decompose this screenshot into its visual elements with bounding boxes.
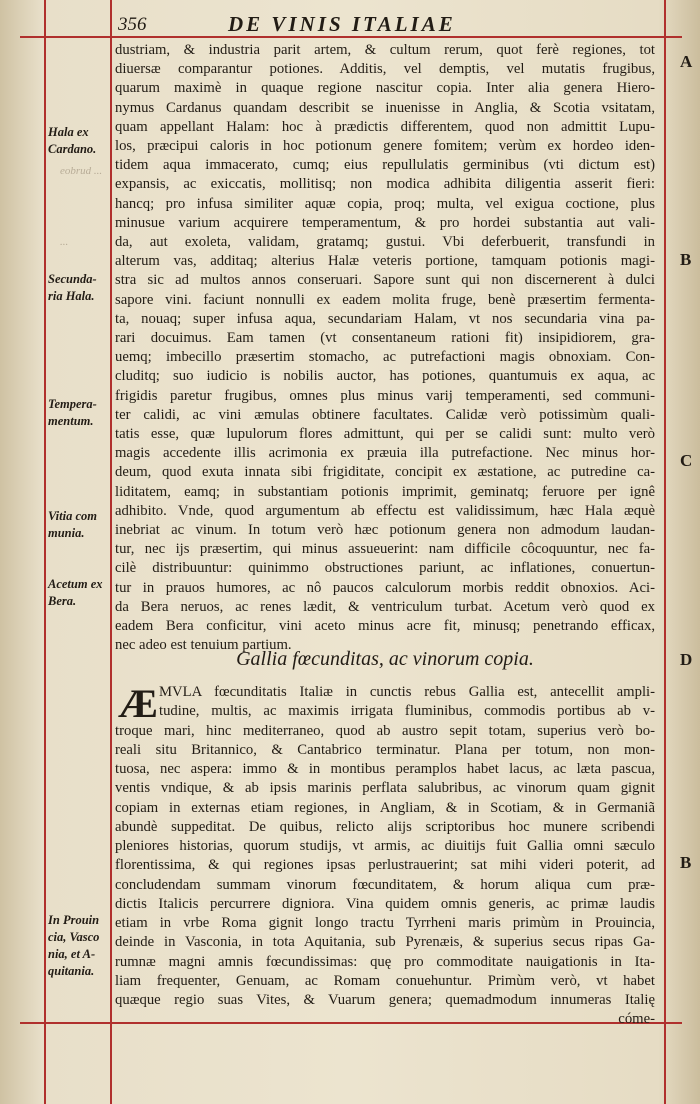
text-line: liditatem, eamq; in substantiam potionis imprimit, geminatq; feruore per ignê: [115, 483, 655, 500]
text-line: tur, nec ijs præsertim, qui minus assueuerint: nam difficile côcoquuntur, nec fa-: [115, 541, 655, 558]
text-line: expansis, ac exiccatis, mollitisq; non modica adhibita diligentia asserit fieri:: [115, 176, 655, 193]
text-line: nec adeo est tenuium partium.: [115, 637, 292, 654]
section-one-text: [115, 41, 655, 656]
section-heading: Gallia fœcunditas, ac vinorum copia.: [236, 648, 534, 670]
right-rule: [664, 0, 666, 1104]
text-line: magis accedente illis acrimonia ex præuia illa putrefactione. Nec minus hor-: [115, 445, 655, 462]
text-line: minusue varium acquirere temperamentum, & pro hordei substantia aut vali-: [115, 214, 655, 231]
text-line: alterum vas, additaq; alterius Halæ veteris portione, tamquam potionis magi-: [115, 253, 655, 270]
text-line: ta, nouaq; super infusa aqua, secundariam Halam, vt nos secundaria vina pa-: [115, 310, 655, 327]
drop-capital: Æ: [118, 681, 158, 726]
text-line: rari docuimus. Eam tamen (vt consentaneum rationi fit) insipidiorem, gra-: [115, 330, 655, 347]
left-rule-outer: [44, 0, 46, 1104]
catchword: cóme-: [618, 1011, 655, 1028]
section-marker-letter: B: [680, 853, 692, 872]
text-line: deum, quod exuta innata sibi frigiditate, concipit ex æstatione, ac putredine ca-: [115, 464, 655, 481]
text-line: eadem Bera conficitur, vini aceto minus acre fit, minusq; penetrando efficax,: [115, 618, 655, 635]
text-line: inebriat ac vinum. In totum verò hæc potionum genera non admodum laudan-: [115, 522, 655, 539]
running-title: DE VINIS ITALIAE: [228, 12, 456, 36]
text-line: cluditq; suo iudicio is nobilis auctor, has potiones, quantumuis ex aqua, ac: [115, 368, 655, 385]
margin-note: Acetum ex Bera.: [48, 577, 103, 608]
text-line: tatis esse, quæ lupulorum flores admittunt, qui per se calidi sunt: multo verò: [115, 426, 655, 443]
text-line: dictis Italicis percurrere digniora. Vina quidem omnis generis, ac primæ laudis: [115, 895, 655, 912]
text-line: stra sic ad multos annos conseruari. Sapore sunt qui non discernerent à dulci: [115, 272, 655, 289]
text-line: tuosa, nec aspera: immo & in montibus peramplos habet lacus, ac læta pascua,: [115, 761, 655, 777]
text-line: da, aut exoleta, validam, gratamq; gustui. Vbi deferbuerit, transfundi in: [115, 234, 655, 251]
margin-note: Tempera- mentum.: [48, 397, 97, 428]
text-line: uemq; imbecillo præsertim stomacho, ac putrefactioni magis obnoxiam. Con-: [115, 349, 655, 366]
text-line: nymus Cardanus quandam describit se inuenisse in Anglia, & Scotia vsitatam,: [115, 99, 655, 116]
text-line: troque mari, hinc mediterraneo, quod ab austro sepit totam, superius verò bo-: [115, 722, 655, 739]
text-line: hancq; pro infusa similiter aquæ copia, proq; multa, vel exigua coctione, plus: [115, 195, 655, 212]
section-two-text: [115, 683, 655, 1030]
page-number: 356: [118, 14, 147, 35]
text-line: quam appellant Halam: hoc à prædictis differentem, quod non admittit Lupu-: [115, 118, 655, 135]
text-line: cilè distribuuntur: quinimmo obstructiones pariunt, ac inflationes, conuertun-: [115, 560, 655, 577]
text-line: liam frequenter, Genuam, ac Romam conuehuntur. Primùm verò, vt habet: [115, 972, 655, 989]
show-through-text: ...: [60, 236, 69, 248]
text-line: adhibito. Vnde, quod argumentum ab effectu est validissimum, hæc Hala æquè: [115, 502, 655, 519]
text-line: quæque regio suas Vites, & Vuarum genera; quemadmodum innumeras Italię: [115, 992, 655, 1008]
section-marker-letter: D: [680, 650, 693, 669]
text-line: tudine, multis, ac maximis irrigata fluminibus, commodis portibus ab v-: [159, 703, 655, 720]
text-line: abundè suppeditat. De quibus, relicto alijs scriptoribus hoc munere scribendi: [115, 818, 655, 835]
text-line: sapore vini. faciunt nonnulli ex eadem molita fruge, benè præsertim fermenta-: [115, 291, 655, 308]
margin-note: Secunda- ria Hala.: [48, 272, 97, 303]
section-marker-letter: A: [680, 52, 693, 71]
text-line: rumnæ magni amnis fœcundissimas: quę pro commoditate nauigationis in Ita-: [115, 953, 655, 970]
text-line: tur in prauos humores, ac nô paucos calculorum morbis reddit obnoxios. Aci-: [115, 579, 655, 596]
text-line: deinde in Vasconia, in tota Aquitania, sub Pyrenæis, & superius secus ripas Ga-: [115, 934, 655, 951]
section-marker-letter: B: [680, 250, 692, 269]
margin-note: Vitia com munia.: [48, 509, 97, 540]
text-line: diuersæ comparantur potiones. Additis, vel demptis, vel mutatis frugibus,: [115, 61, 655, 78]
show-through-text: eobrud ...: [60, 165, 103, 177]
text-line: tidem aqua immacerato, cumq; eius repullulatis germinibus (vti dictum est): [115, 157, 655, 174]
text-line: etiam in vrbe Roma gignit longo tractu Tyrrheni maris primùm in Prouincia,: [115, 915, 655, 931]
text-line: los, præcipui caloris in hoc potionum genere fomitem; verùm ex hordeo iden-: [115, 138, 655, 155]
text-line: reali situ Britannico, & Cantabrico terminatur. Plana per totum, non mon-: [115, 741, 655, 758]
text-line: concludendam summam vinorum fœcunditatem, & horum aliqua cum præ-: [115, 876, 655, 893]
text-line: ventis vndique, & ab ipsis marinis perflata salubribus, ac vinorum quam gignit: [115, 780, 655, 797]
text-line: florentissima, & qui regiones ipsas perlustrauerint; sat mihi videri poterit, ad: [115, 857, 655, 874]
text-line: copiam in externas etiam regiones, in Angliam, & in Scotiam, & in Germaniã: [115, 799, 655, 816]
text-line: pleniores historias, quorum studijs, vt armis, ac diuitijs fuit Gallia omni sæculo: [115, 838, 655, 854]
text-line: quarum maximè in quaque regione nascitur copia. Inter alia genera Hiero-: [115, 80, 655, 97]
margin-note: Hala ex Cardano.: [48, 125, 97, 156]
text-line: frigidis paretur frugibus, omnes plus minus varij temperamenti, sed communi-: [115, 387, 655, 404]
text-line: MVLA fœcunditatis Italiæ in cunctis rebus Gallia est, antecellit ampli-: [159, 684, 655, 700]
text-line: da Bera neruos, ac renes lædit, & ventriculum turbat. Acetum verò quod ex: [115, 598, 655, 615]
margin-note: In Prouin cia, Vasco nia, et A- quitania.: [48, 913, 100, 978]
text-line: dustriam, & industria parit artem, & cultum rerum, quot ferè regiones, tot: [115, 42, 655, 58]
section-marker-letter: C: [680, 451, 693, 470]
text-line: ter calidi, ac vini æmulas obtinere facultates. Calidæ verò potissimùm quali-: [115, 406, 655, 423]
